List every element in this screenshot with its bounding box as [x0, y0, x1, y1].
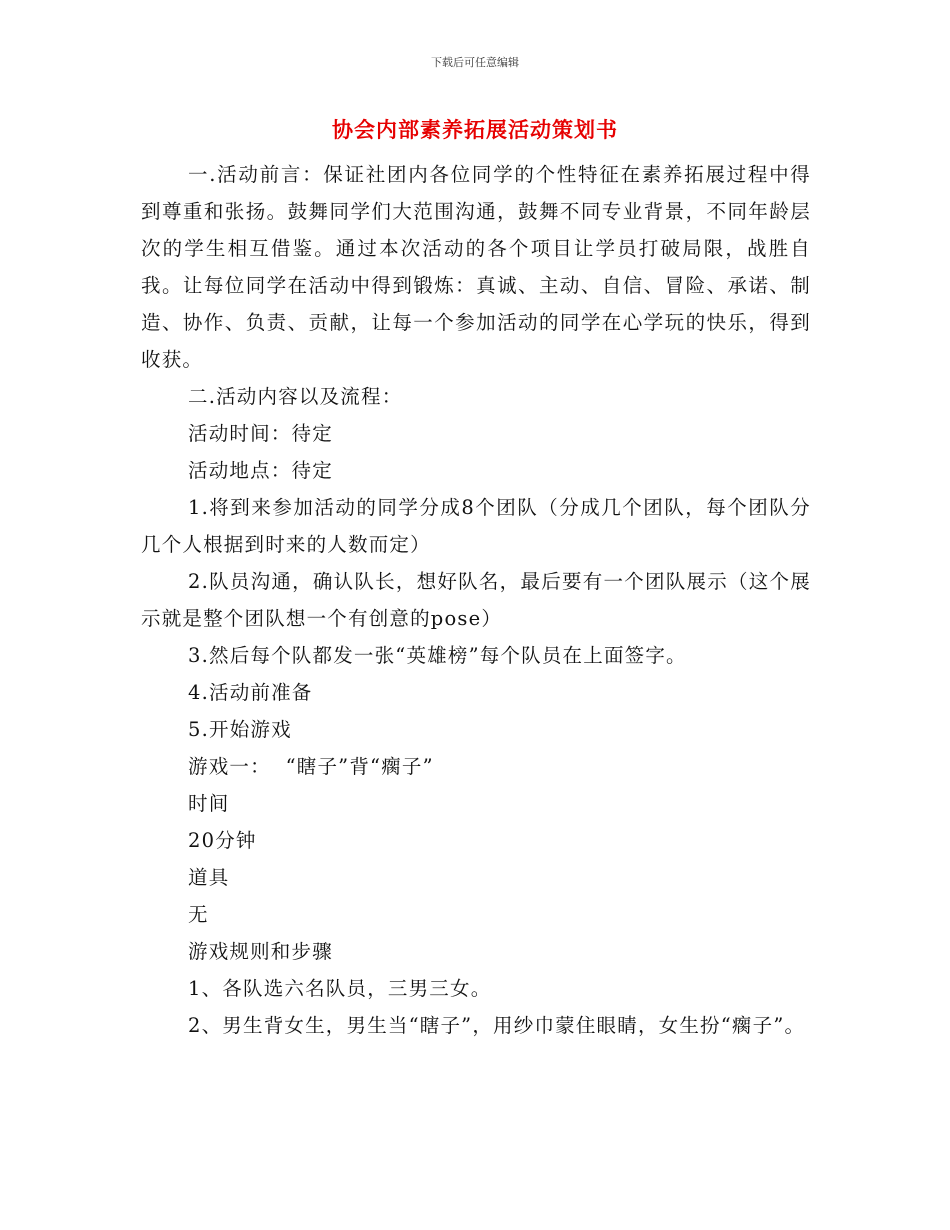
paragraph-location: 活动地点：待定: [188, 459, 333, 482]
paragraph-rule-2: 2、男生背女生，男生当“瞎子”，用纱巾蒙住眼睛，女生扮“瘸子”。: [188, 1014, 806, 1037]
paragraph-step-1: 1.将到来参加活动的同学分成8个团队（分成几个团队，每个团队分几个人根据到时来的人数而定）: [141, 496, 811, 556]
paragraph-duration: 20分钟: [188, 829, 257, 852]
paragraph-rules-label: 游戏规则和步骤: [188, 940, 333, 963]
paragraph-props-value: 无: [188, 903, 209, 926]
paragraph-step-3: 3.然后每个队都发一张“英雄榜”每个队员在上面签字。: [188, 644, 687, 667]
paragraph-step-5: 5.开始游戏: [188, 718, 292, 741]
paragraph-intro: 一.活动前言：保证社团内各位同学的个性特征在素养拓展过程中得到尊重和张扬。鼓舞同学们大范围沟通，鼓舞不同专业背景，不同年龄层次的学生相互借鉴。通过本次活动的各个项目让学员打破局限，战胜自我。让每位同学在活动中得到锻炼：真诚、主动、自信、冒险、承诺、制造、协作、负责、贡献，让每一个参加活动的同学在心学玩的快乐，得到收获。: [141, 163, 811, 371]
paragraph-step-4: 4.活动前准备: [188, 681, 313, 704]
header-note: 下载后可任意编辑: [431, 56, 519, 69]
paragraph-rule-1: 1、各队选六名队员，三男三女。: [188, 977, 492, 1000]
document-title: 协会内部素养拓展活动策划书: [332, 117, 618, 142]
document-body: [141, 156, 811, 1044]
paragraph-step-2: 2.队员沟通，确认队长，想好队名，最后要有一个团队展示（这个展示就是整个团队想一个有创意的pose）: [141, 570, 811, 630]
paragraph-section-2: 二.活动内容以及流程：: [188, 385, 403, 408]
paragraph-game-1: 游戏一： “瞎子”背“瘸子”: [188, 755, 434, 778]
paragraph-time-label: 时间: [188, 792, 230, 815]
paragraph-props-label: 道具: [188, 866, 230, 889]
paragraph-time: 活动时间：待定: [188, 422, 333, 445]
